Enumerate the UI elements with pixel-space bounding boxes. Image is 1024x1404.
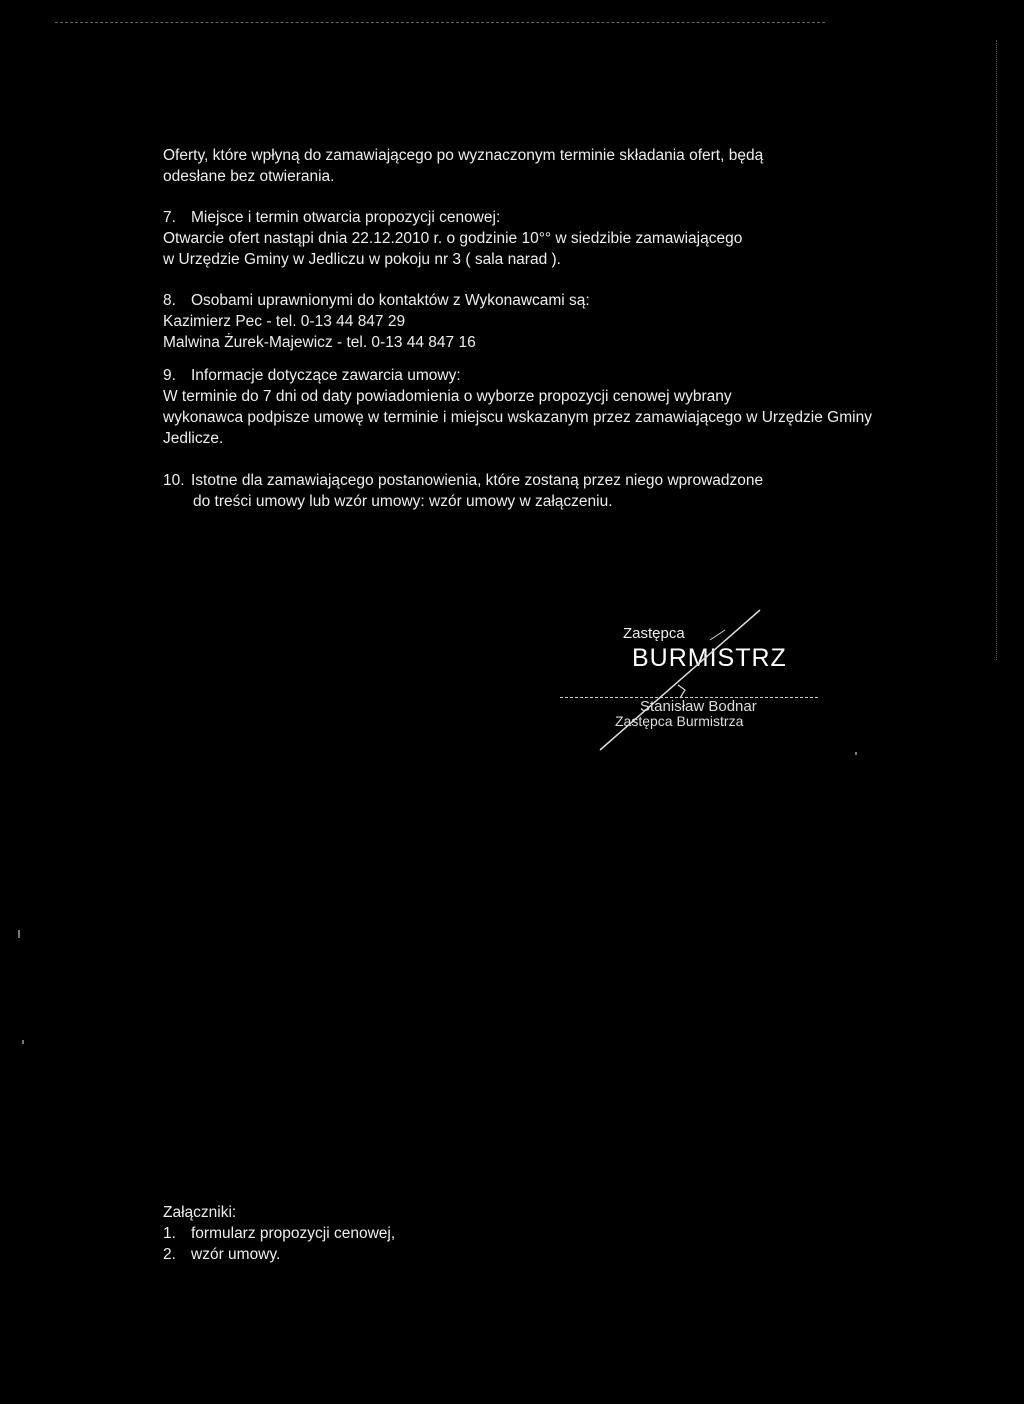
attachment-label: formularz propozycji cenowej,: [191, 1225, 396, 1242]
section-heading-text: Miejsce i termin otwarcia propozycji cenowej:: [191, 209, 501, 226]
attachment-label: wzór umowy.: [191, 1246, 281, 1263]
attachments: [163, 1202, 395, 1265]
stamp-title: BURMISTRZ: [632, 644, 787, 672]
handwritten-signature-icon: [560, 600, 820, 760]
section-line: Jedlicze.: [163, 430, 224, 447]
section-line: W terminie do 7 dni od daty powiadomienia o wyborze propozycji cenowej wybrany: [163, 388, 732, 405]
section-line: Otwarcie ofert nastąpi dnia 22.12.2010 r. o godzinie 10°° w siedzibie zamawiającego: [163, 230, 743, 247]
attachment-item: [163, 1223, 395, 1244]
intro-paragraph: [163, 145, 883, 187]
section-line: do treści umowy lub wzór umowy: wzór umowy w załączeniu.: [193, 493, 613, 510]
section-heading: [163, 365, 883, 386]
section-number: 8.: [163, 292, 176, 309]
stamp-name: Stanisław Bodnar: [640, 698, 757, 715]
section-heading: [163, 290, 883, 311]
section-line: Kazimierz Pec - tel. 0-13 44 847 29: [163, 313, 406, 330]
section-heading-text: Istotne dla zamawiającego postanowienia, które zostaną przez niego wprowadzone: [191, 472, 764, 489]
scan-speck: [22, 1040, 24, 1044]
section-7: [163, 207, 883, 270]
section-heading: [163, 207, 883, 228]
section-number: 7.: [163, 209, 176, 226]
intro-line: odesłane bez otwierania.: [163, 168, 335, 185]
section-number: 9.: [163, 367, 176, 384]
scan-speck: [18, 930, 20, 938]
intro-line: Oferty, które wpłyną do zamawiającego po wyznaczonym terminie składania ofert, będą: [163, 147, 764, 164]
section-10: [163, 470, 883, 491]
stamp-prefix: Zastępca: [623, 625, 685, 642]
attachment-item: [163, 1244, 395, 1265]
attachment-number: 1.: [163, 1225, 176, 1242]
section-number: 10.: [163, 472, 185, 489]
scan-speck: [855, 752, 857, 755]
section-8: [163, 290, 883, 353]
section-heading-text: Osobami uprawnionymi do kontaktów z Wykonawcami są:: [191, 292, 590, 309]
section-heading-text: Informacje dotyczące zawarcia umowy:: [191, 367, 461, 384]
section-10-continuation: [193, 491, 883, 512]
section-line: Malwina Żurek-Majewicz - tel. 0-13 44 847 16: [163, 334, 476, 351]
scan-edge-top: [55, 22, 825, 23]
stamp-subtitle: Zastępca Burmistrza: [615, 713, 744, 729]
signature-stamp: [560, 600, 820, 760]
section-heading: [163, 470, 883, 491]
section-9: [163, 365, 883, 449]
scan-edge-right: [996, 40, 997, 660]
section-line: wykonawca podpisze umowę w terminie i miejscu wskazanym przez zamawiającego w Urzędzie Gminy: [163, 409, 872, 426]
attachments-heading: Załączniki:: [163, 1204, 237, 1221]
section-line: w Urzędzie Gminy w Jedliczu w pokoju nr 3 ( sala narad ).: [163, 251, 561, 268]
attachment-number: 2.: [163, 1246, 176, 1263]
